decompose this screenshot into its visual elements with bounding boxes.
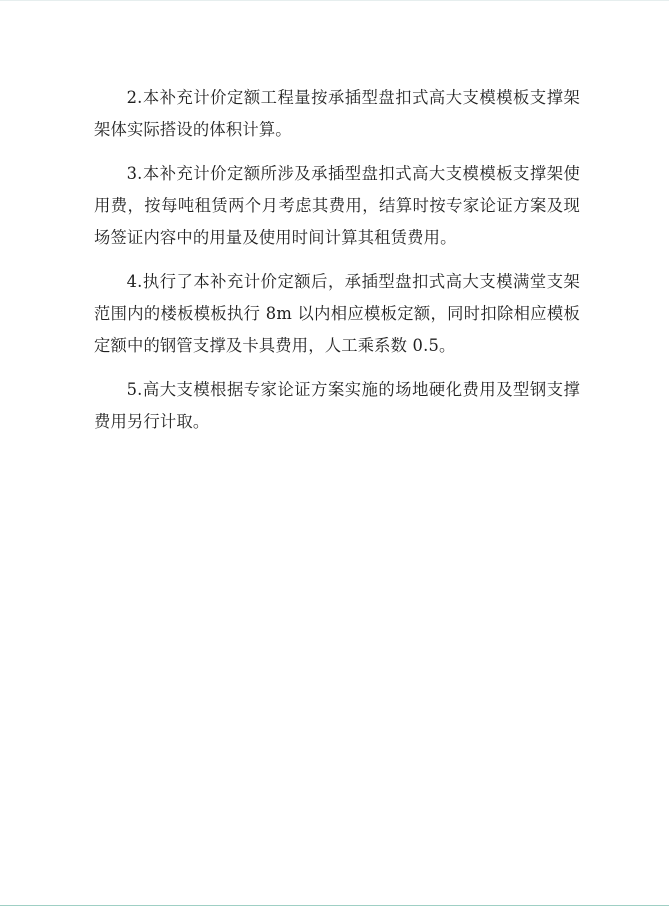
paragraph-item-4: 4.执行了本补充计价定额后，承插型盘扣式高大支模满堂支架范围内的楼板模板执行 8m 以内相应模板定额，同时扣除相应模板定额中的钢管支撑及卡具费用，人工乘系数 0.5。 [94, 272, 580, 355]
document-body [94, 82, 580, 450]
paragraph-item-5: 5.高大支模根据专家论证方案实施的场地硬化费用及型钢支撑费用另行计取。 [94, 380, 580, 431]
paragraph-item-3: 3.本补充计价定额所涉及承插型盘扣式高大支模模板支撑架使用费，按每吨租赁两个月考虑其费用，结算时按专家论证方案及现场签证内容中的用量及使用时间计算其租赁费用。 [94, 164, 580, 247]
paragraph-item-2: 2.本补充计价定额工程量按承插型盘扣式高大支模模板支撑架架体实际搭设的体积计算。 [94, 88, 580, 139]
